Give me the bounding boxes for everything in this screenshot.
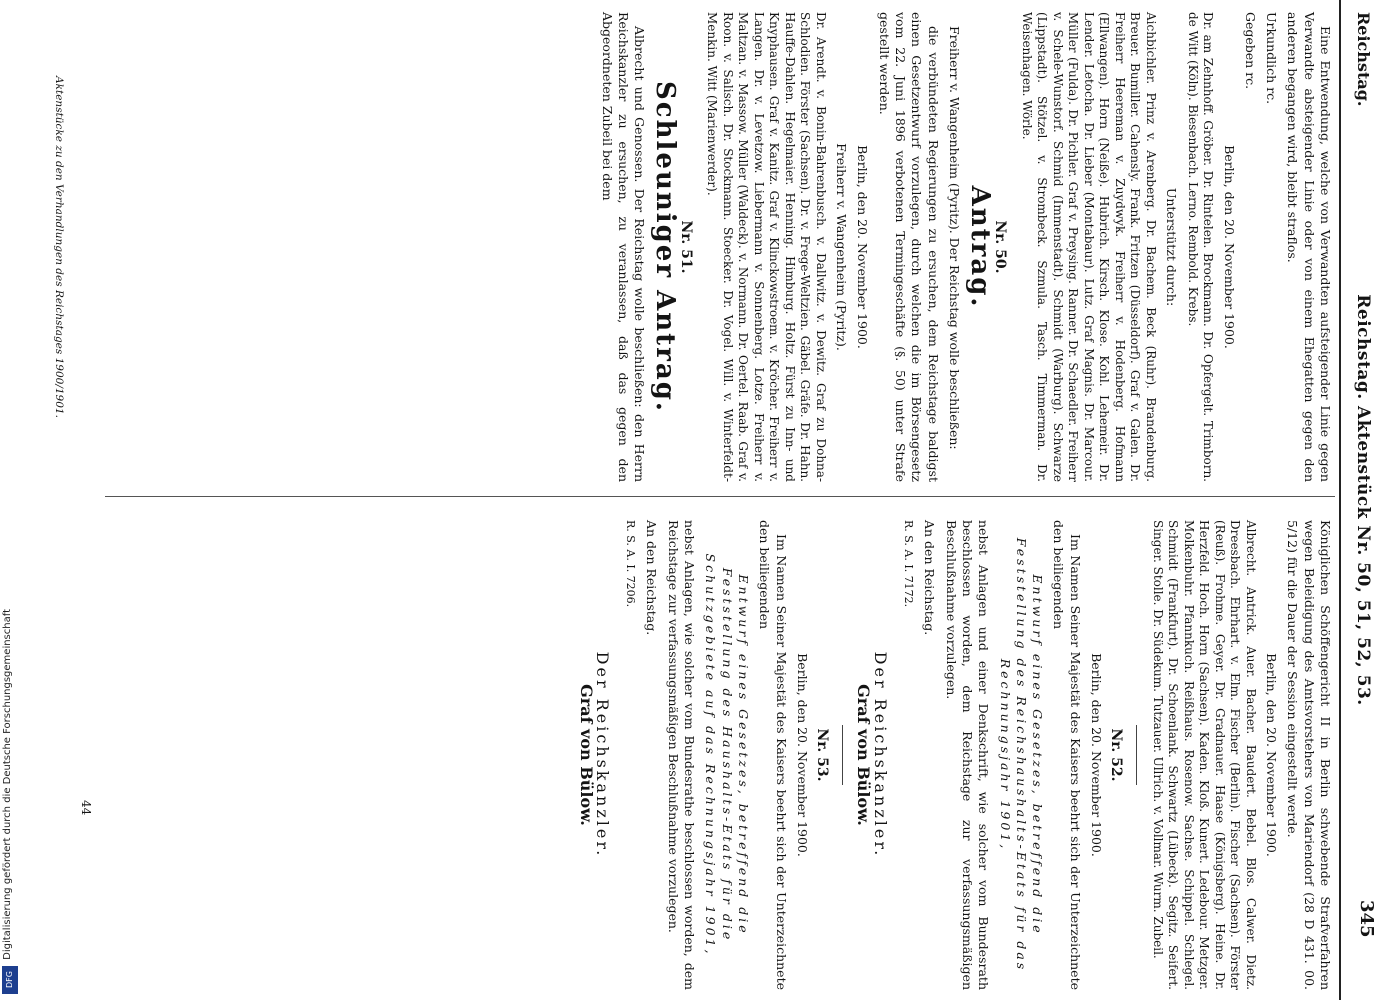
date-line: Berlin, den 20. November 1900. xyxy=(855,145,871,349)
divider xyxy=(842,725,843,785)
motion-text: die verbündeten Regierungen zu ersuchen, dem Reichstage baldigst einen Gesetzentwurf vorzulegen, durch welchen die im Börsengesetz vom 22. Juni 1896 verbotenen Termingeschäfte (§. 50) unter Strafe gestellt werden. xyxy=(876,12,941,482)
date-line: Berlin, den 20. November 1900. xyxy=(1089,653,1105,857)
page-number: 345 xyxy=(1356,900,1377,938)
signature-title: Der Reichskanzler. xyxy=(870,651,890,859)
heading-antrag: Antrag. xyxy=(965,185,996,309)
heading-dringlich: Schleuniger Antrag. xyxy=(650,81,681,413)
proposer-signature: Freiherr v. Wangenheim (Pyritz). xyxy=(834,143,850,351)
supported-label: Unterstützt durch: xyxy=(1164,187,1180,307)
text-53b: Entwurf eines Gesetzes, betreffend die Feststellung des Haushalts-Etats für die Schutzgebiete auf das Rechnungsjahr 1901, xyxy=(703,553,751,957)
text-53a: Im Namen Seiner Majestät des Kaisers beehrt sich der Unterzeichnete den beiliegenden xyxy=(757,520,789,990)
section-intro: Eine Entwendung, welche von Verwandten aufsteigender Linie gegen Verwandte absteigender Linie oder von einem Ehegatten gegen den anderen begangen wird, bleibt straflos. xyxy=(1285,12,1333,482)
reference: R. S. A. I. 7172. xyxy=(902,520,916,608)
funding-credit: Digitalisierung gefördert durch die Deutsche Forschungsgemeinschaft xyxy=(2,609,13,960)
column-right xyxy=(593,12,1333,482)
divider xyxy=(1136,725,1137,785)
column-rule xyxy=(105,496,1335,497)
signatories-50: Dr. Arendt. v. Bonin-Bahrenbusch. v. Dallwitz. v. Dewitz. Graf zu Dohna-Schlodien. Förster (Sachsen). Dr. v. Frege-Weltzien. Gäbel. Gräfe. Dr. Hahn. Hauffe-Dahlen. Hegelmaier. Henning. Himburg. Holtz. Fürst zu Inn- und Knyphausen. Graf v. Kanitz. Graf v. Klinckowstroem. v. Kröcher. Freiherr v. Langen. Dr. v. Levetzow. Liebermann v. Sonnenberg. Lotze. Freiherr v. Maltzan. v. Massow. Müller (Waldeck). v. Normann. Dr. Oertel. Raab. Graf v. Roon. v. Salisch. Dr. Stockmann. Stoecker. Dr. Vogel. Will. v. Winterfeldt-Menkin. Witt (Marienwerder). xyxy=(705,12,828,482)
signature-name: Graf von Bülow. xyxy=(576,684,596,826)
footer-number: 44 xyxy=(79,800,93,816)
addressee: An den Reichstag. xyxy=(922,520,938,636)
header-rule xyxy=(1339,0,1341,1000)
date-line: Berlin, den 20. November 1900. xyxy=(1264,653,1280,857)
signature-title: Der Reichskanzler. xyxy=(592,651,612,859)
digitization-sidebar xyxy=(0,0,22,1000)
column-left xyxy=(567,520,1333,990)
gegeben: Gegeben rc. xyxy=(1242,12,1258,90)
heading-nr52: Nr. 52. xyxy=(1108,728,1125,782)
dfg-logo-icon: DFG xyxy=(2,966,18,994)
signatories: Albrecht. Antrick. Auer. Bacher. Baudert. Bebel. Blos. Calwer. Dietz. Dreesbach. Ehrhart. v. Elm. Fischer (Berlin). Fischer (Sachsen). Förster (Reuß). Frohme. Geyer. Dr. Gradnauer. Haase (Königsberg). Heine. Dr. Herzfeld. Hoch. Horn (Sachsen). Kaden. Kloß. Kunert. Ledebour. Metzger. Molkenbuhr. Pfannkuch. Reißhaus. Rosenow. Sachse. Schippel. Schlegel. Schmidt (Frankfurt). Dr. Schoenlank. Schwartz (Lübeck). Segitz. Seifert. Singer. Stolle. Dr. Südekum. Tutzauer. Ullrich. v. Vollmar. Wurm. Zubeil. xyxy=(1150,520,1258,990)
page-footer: Aktenstücke zu den Verhandlungen des Reichstages 1900/1901. xyxy=(53,76,65,418)
date-line: Berlin, den 20. November 1900. xyxy=(1221,145,1237,349)
addressee: An den Reichstag. xyxy=(644,520,660,636)
reference: R. S. A. I. 7206. xyxy=(624,520,638,608)
page-title: Reichstag. Aktenstück Nr. 50, 51, 52, 53. xyxy=(1353,294,1373,706)
text-52b: Entwurf eines Gesetzes, betreffend die Feststellung des Reichshaushalts-Etats für das Rechnungsjahr 1901, xyxy=(997,537,1046,973)
signatories: Dr. am Zehnhoff. Gröber. Dr. Rintelen. Brockmann. Dr. Opfergelt. Trimborn. de Witt (Köln). Biesenbach. Lerno. Rembold. Krebs. xyxy=(1185,12,1216,482)
text-52c: nebst Anlagen und einer Denkschrift, wie solcher vom Bundesrath beschlossen worden, dem Reichstage zur verfassungsmäßigen Beschlußnahme vorzulegen. xyxy=(943,520,992,990)
urkundlich: Urkundlich rc. xyxy=(1264,12,1280,105)
date-line: Berlin, den 20. November 1900. xyxy=(794,653,810,857)
heading-nr53: Nr. 53. xyxy=(814,728,831,782)
running-head-left: Reichstag. xyxy=(1354,12,1373,107)
signature-name: Graf von Bülow. xyxy=(854,684,874,826)
proposer: Freiherr v. Wangenheim (Pyritz). Der Reichstag wolle beschließen: xyxy=(946,26,962,450)
motion-51-text: Albrecht und Genossen. Der Reichstag wolle beschließen: den Herrn Reichskanzler zu ersuchen, zu veranlassen, daß das gegen den Abgeordneten Zubeil bei dem xyxy=(599,12,648,482)
section-intro: Königlichen Schöffengericht II in Berlin schwebende Strafverfahren wegen Beleidigung des Amtsvorstehers von Mariendorf (28 D 431. 00. 5/12) für die Dauer der Session eingestellt werde. xyxy=(1285,520,1333,990)
text-52a: Im Namen Seiner Majestät des Kaisers beehrt sich der Unterzeichnete den beiliegenden xyxy=(1051,520,1083,990)
supporters: Aichbichler. Prinz v. Arenberg. Dr. Bachem. Beck (Ruhr). Brandenburg. Breuer. Bumiller. Cahensly. Frank. Fritzen (Düsseldorf). Graf v. Galen. Dr. Freiherr Heereman v. Zuydwyk. Freiherr v. Hodenberg. Hofmann (Ellwangen). Horn (Neiße). Hubrich. Kirsch. Klose. Kohl. Lehemeir. Dr. Lender. Letocha. Dr. Lieber (Montabaur). Lutz. Graf Magnis. Dr. Marcour. Müller (Fulda). Dr. Pichler. Graf v. Preysing. Ranner. Dr. Schaedler. Freiherr v. Schele-Wunstorf. Schmid (Immenstadt). Schmidt (Warburg). Schwarze (Lippstadt). Stötzel. v. Strombeck. Szmula. Tasch. Timmerman. Dr. Weisenhagen. Wörle. xyxy=(1019,12,1158,482)
heading-nr50: Nr. 50. xyxy=(992,220,1009,274)
text-53c: nebst Anlagen, wie solcher vom Bundesrathe beschlossen worden, dem Reichstage zur verfassungsmäßigen Beschlußnahme vorzulegen. xyxy=(665,520,698,990)
heading-nr51: Nr. 51. xyxy=(677,220,694,274)
